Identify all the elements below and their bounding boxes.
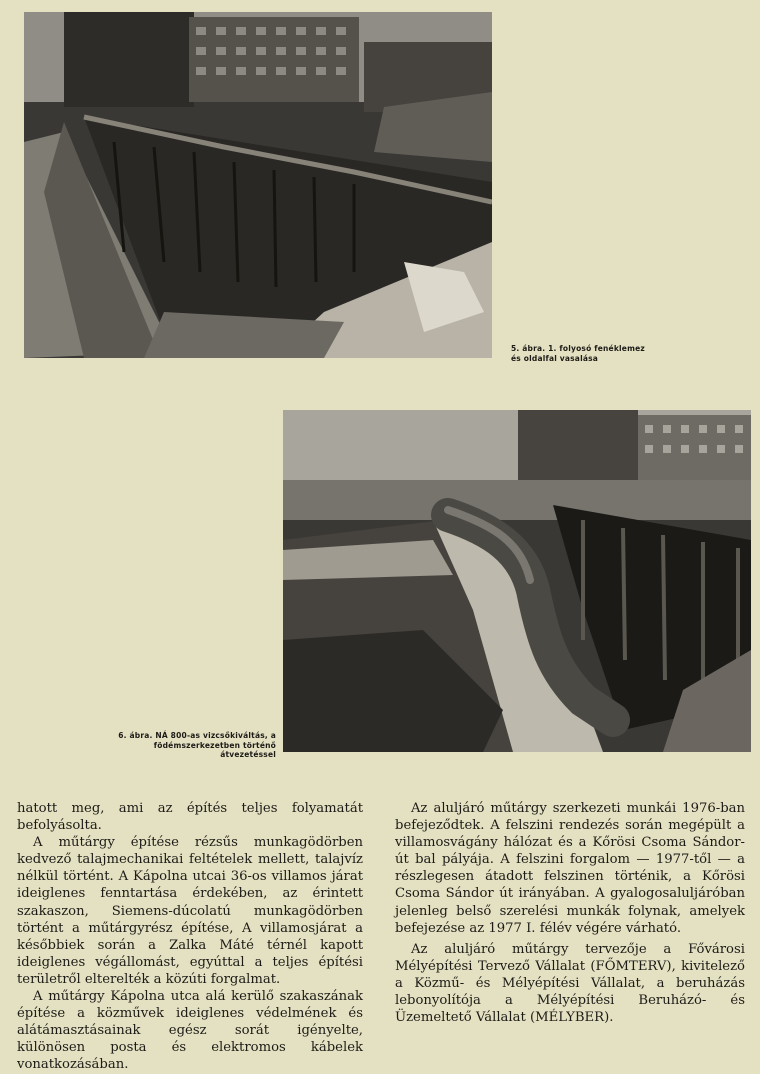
figure-5-caption-line2: és oldalfal vasalása	[511, 353, 599, 363]
left-text-column	[17, 800, 363, 1074]
figure-6-caption-line1: 6. ábra. NÁ 800-as vizcsőkiváltás, a	[118, 731, 276, 740]
figure-5-caption-line1: 5. ábra. 1. folyosó fenéklemez	[511, 344, 645, 353]
figure-6-caption-line2: födémszerkezetben történő átvezetéssel	[153, 740, 276, 759]
left-paragraph-2: A műtárgy építése rézsűs munkagödörben kedvező talajmechanikai feltételek mellett, talajvíz nélkül történt. A Kápolna utcai 36-os villamos járat ideiglenes fenntartása érdekében, az érintett szakaszon, Siemens-dúcolatú munkagödörben történt a műtárgyrész építése, A villamosjárat a későbbiek során a Zalka Máté térnél kapott ideiglenes végállomást, egyúttal a teljes építési területről elterelték a közúti forgalmat.	[17, 835, 363, 987]
left-paragraph-3: A műtárgy Kápolna utca alá kerülő szakaszának építése a közművek ideiglenes védelmének és alátámasztásainak egész sorát igényelte, különösen posta és elektromos kábelek vonatkozásában.	[17, 989, 363, 1073]
left-paragraph-1: hatott meg, ami az építés teljes folyamatát befolyásolta.	[17, 801, 363, 834]
figure-5-caption	[511, 344, 731, 363]
right-text-column	[395, 800, 745, 1026]
right-paragraph-1: Az aluljáró műtárgy szerkezeti munkái 1976-ban befejeződtek. A felszini rendezés során megépült a villamosvágány hálózat és a Kőrösi Csoma Sándor-út bal pályája. A felszini forgalom — 1977-től — a részlegesen átadott felszinen történik, a Kőrösi Csoma Sándor út irányában. A gyalogosaluljáróban jelenleg belső szerelési munkák folynak, amelyek befejezése az 1977 I. félév végére várható.	[395, 801, 745, 936]
figure-6-photo	[283, 410, 751, 752]
right-paragraph-2: Az aluljáró műtárgy tervezője a Fővárosi Mélyépítési Tervező Vállalat (FŐMTERV), kivitelező a Közmű- és Mélyépítési Vállalat, a beruházás lebonyolítója a Mélyépítési Beruházó- és Üzemeltető Vállalat (MÉLYBER).	[395, 941, 745, 1026]
figure-6-caption	[96, 731, 276, 760]
figure-5-photo	[24, 12, 492, 358]
